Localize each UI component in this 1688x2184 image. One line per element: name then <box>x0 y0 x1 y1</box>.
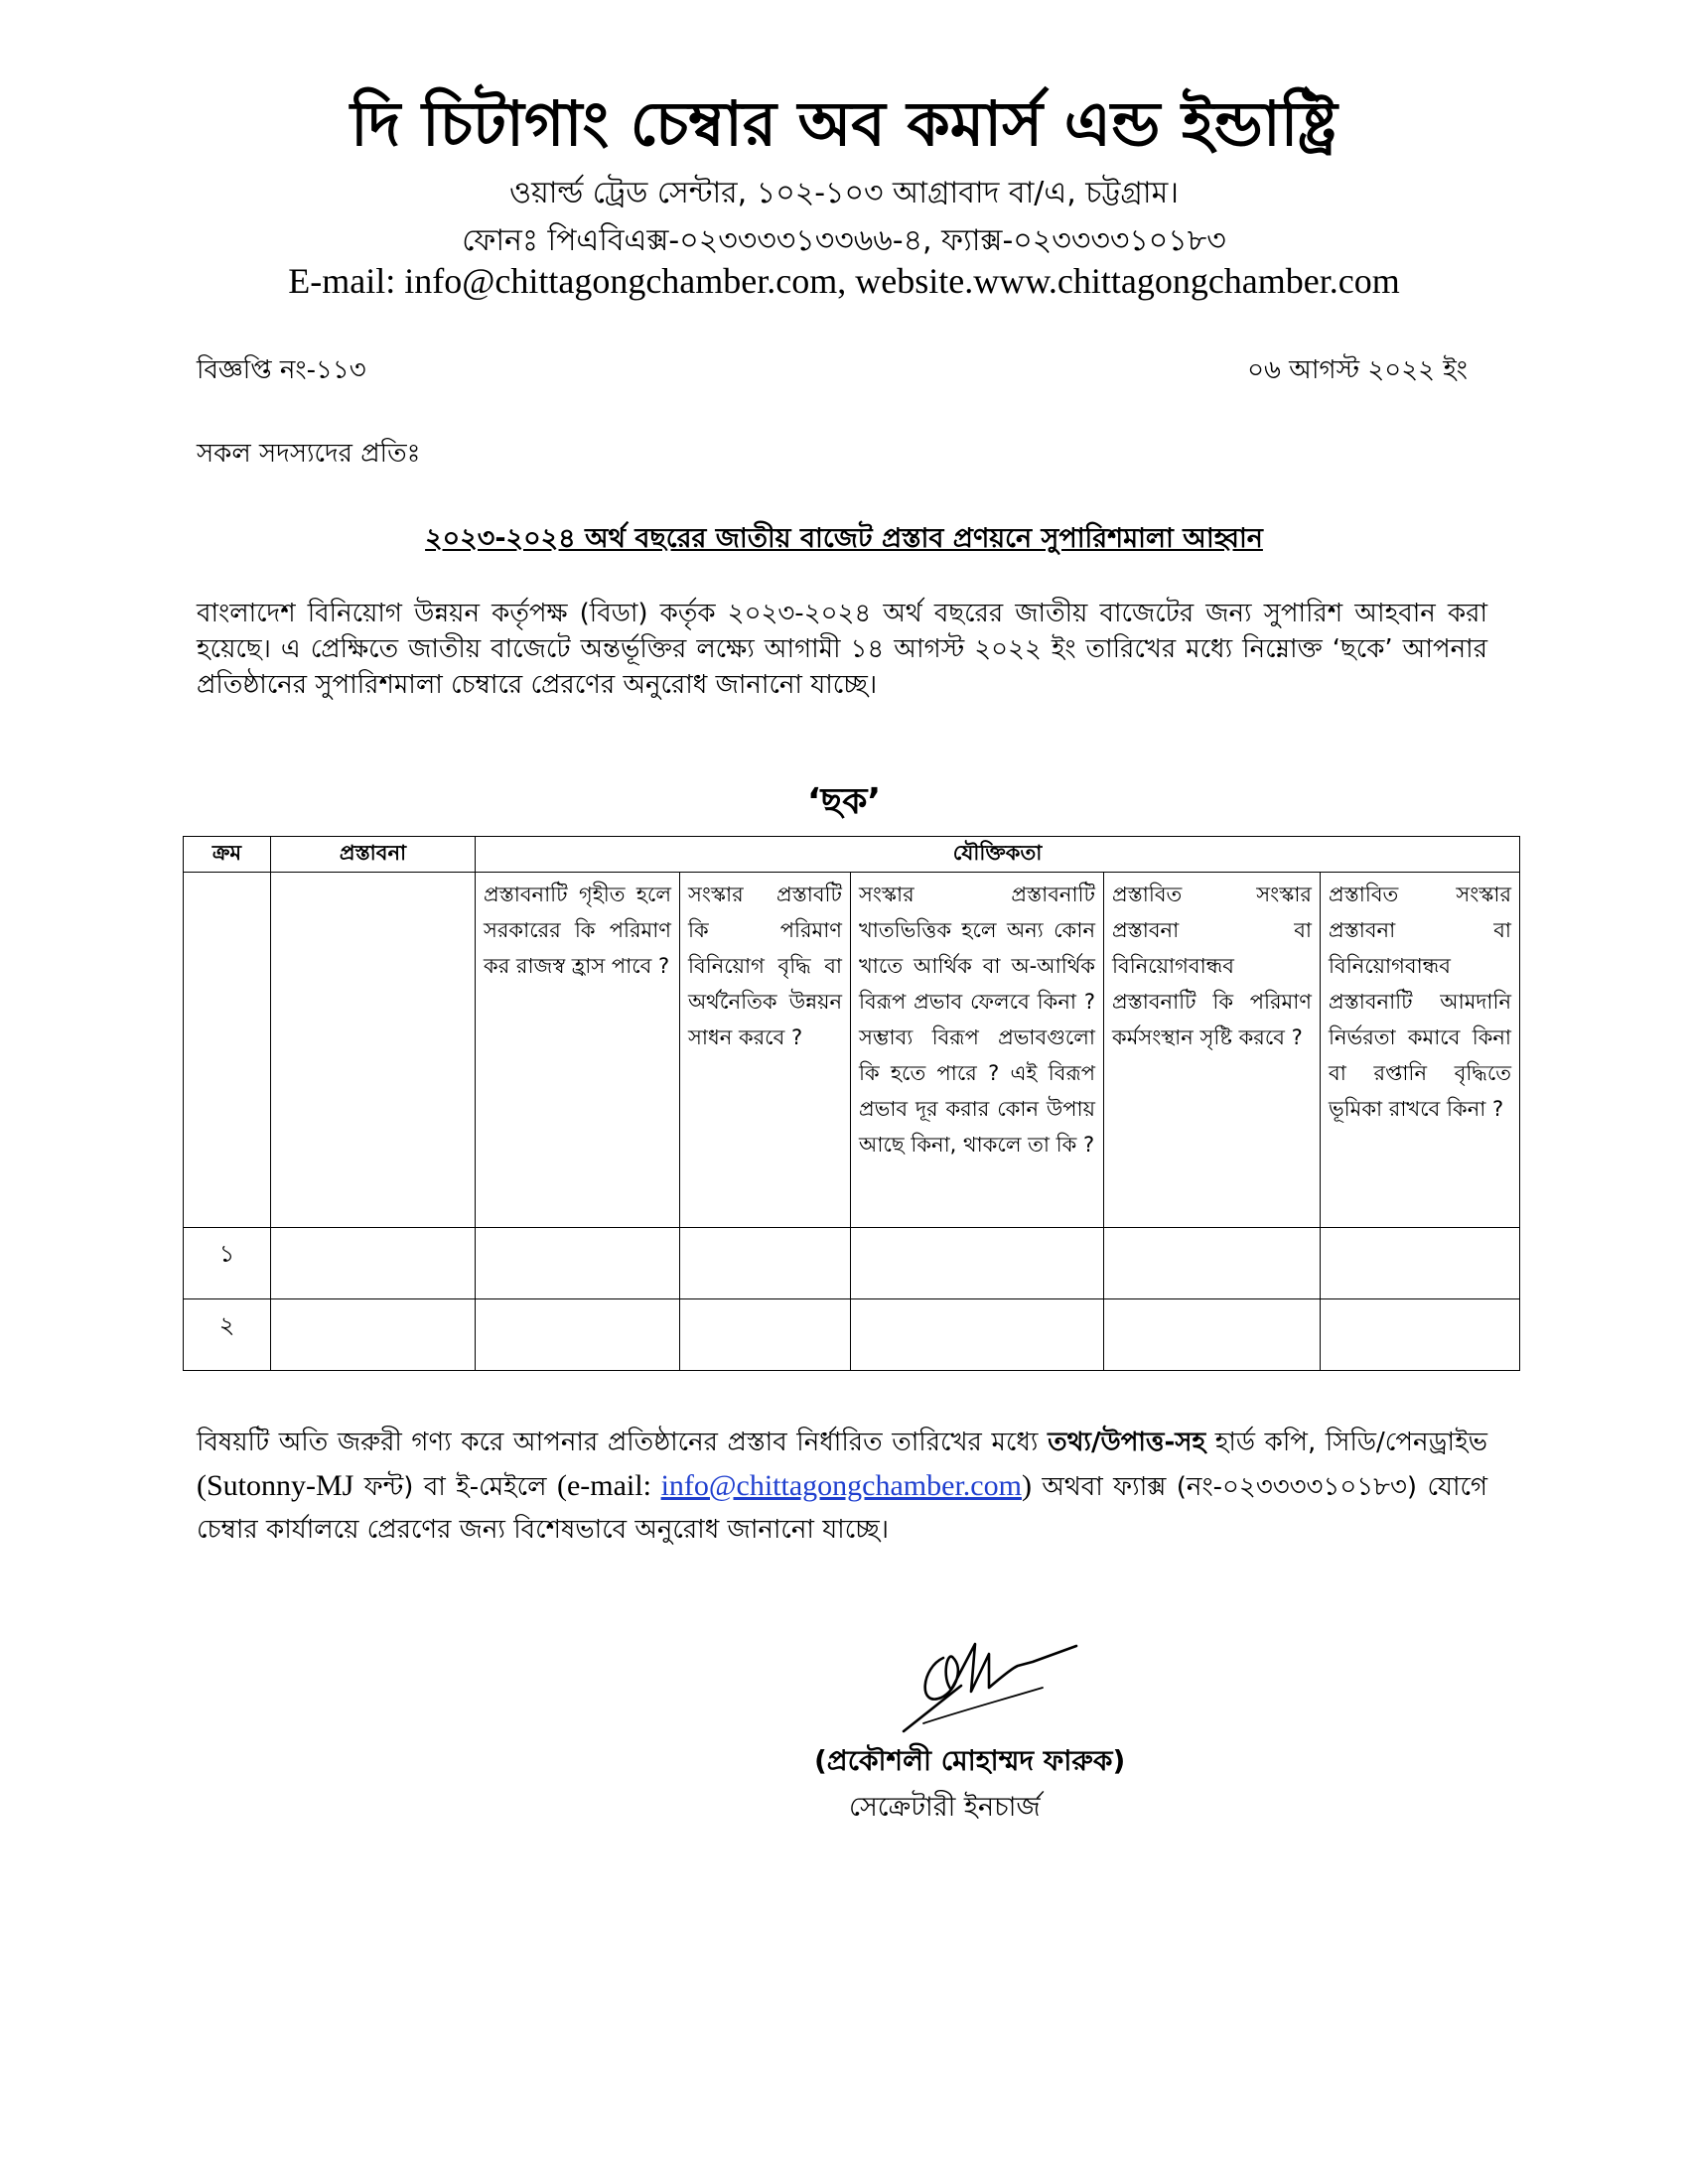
criteria-empty-proposal <box>271 873 476 1228</box>
criterion-investment: সংস্কার প্রস্তাবটি কি পরিমাণ বিনিয়োগ বৃদ্ধি বা অর্থনৈতিক উন্নয়ন সাধন করবে ? <box>680 873 851 1228</box>
proposal-table <box>183 836 1520 1371</box>
cell[interactable] <box>1321 1299 1520 1371</box>
closing-font-note: (Sutonny-MJ <box>197 1469 354 1502</box>
email-link[interactable]: info@chittagongchamber.com <box>660 1469 1022 1502</box>
cell[interactable] <box>271 1299 476 1371</box>
closing-paragraph <box>197 1422 1487 1552</box>
row-serial: ২ <box>184 1299 271 1371</box>
cell[interactable] <box>476 1299 680 1371</box>
header-serial: ক্রম <box>184 837 271 873</box>
org-address: ওয়ার্ল্ড ট্রেড সেন্টার, ১০২-১০৩ আগ্রাবাদ বা/এ, চট্টগ্রাম। <box>509 176 1179 210</box>
closing-email-open: (e-mail: <box>556 1469 661 1502</box>
cell[interactable] <box>851 1299 1104 1371</box>
subject-text: ২০২৩-২০২৪ অর্থ বছরের জাতীয় বাজেট প্রস্তাব প্রণয়নে সুপারিশমালা আহ্বান <box>425 523 1263 554</box>
cell[interactable] <box>1104 1228 1321 1299</box>
table-header-row <box>184 837 1520 873</box>
recipient-line: সকল সদস্যদের প্রতিঃ <box>197 439 421 469</box>
closing-part1: বিষয়টি অতি জরুরী গণ্য করে আপনার প্রতিষ্ঠানের প্রস্তাব নির্ধারিত তারিখের মধ্যে <box>197 1428 1049 1457</box>
cell[interactable] <box>1104 1299 1321 1371</box>
cell[interactable] <box>476 1228 680 1299</box>
header-proposal: প্রস্তাবনা <box>271 837 476 873</box>
closing-part2: হার্ড কপি, সিডি/পেনড্রাইভ <box>1205 1428 1487 1457</box>
signature-icon <box>894 1628 1082 1737</box>
closing-part3: অথবা ফ্যাক্স (নং-০২৩৩৩৩১০১৮৩) যোগে চেম্বার কার্যালয়ে প্রেরণের জন্য বিশেষভাবে অনুরোধ জানানো যাচ্ছে। <box>197 1472 1488 1545</box>
criterion-import-export: প্রস্তাবিত সংস্কার প্রস্তাবনা বা বিনিয়োগবান্ধব প্রস্তাবনাটি আমদানি নির্ভরতা কমাবে কিনা বা রপ্তানি বৃদ্ধিতে ভূমিকা রাখবে কিনা ? <box>1321 873 1520 1228</box>
closing-font-word: ফন্ট) বা ই-মেইলে <box>353 1472 557 1502</box>
criterion-employment: প্রস্তাবিত সংস্কার প্রস্তাবনা বা বিনিয়োগবান্ধব প্রস্তাবনাটি কি পরিমাণ কর্মসংস্থান সৃষ্টি করবে ? <box>1104 873 1321 1228</box>
notice-number: বিজ্ঞপ্তি নং-১১৩ <box>197 355 366 385</box>
header-rationale: যৌক্তিকতা <box>476 837 1520 873</box>
intro-paragraph: বাংলাদেশ বিনিয়োগ উন্নয়ন কর্তৃপক্ষ (বিডা) কর্তৃক ২০২৩-২০২৪ অর্থ বছরের জাতীয় বাজেটের জন্য সুপারিশ আহবান করা হয়েছে। এ প্রেক্ষিতে জাতীয় বাজেটে অন্তর্ভূক্তির লক্ষ্যে আগামী ১৪ আগস্ট ২০২২ ইং তারিখের মধ্যে নিম্নোক্ত ‘ছকে’ আপনার প্রতিষ্ঠানের সুপারিশমালা চেম্বারে প্রেরণের অনুরোধ জানানো যাচ্ছে। <box>197 599 1487 700</box>
notice-date: ০৬ আগস্ট ২০২২ ইং <box>1247 355 1468 385</box>
signatory-title: সেক্রেটারী ইনচার্জ <box>849 1792 1041 1823</box>
subject-heading <box>0 518 1688 563</box>
org-name: দি চিটাগাং চেম্বার অব কমার্স এন্ড ইন্ডাষ্ট্রি <box>351 87 1337 160</box>
table-title: ‘ছক’ <box>806 781 882 822</box>
closing-email-close: ) <box>1021 1469 1032 1502</box>
org-email-website: E-mail: info@chittagongchamber.com, website.www.chittagongchamber.com <box>288 261 1400 301</box>
org-phone-fax: ফোনঃ পিএবিএক্স-০২৩৩৩৩১৩৩৬৬-৪, ফ্যাক্স-০২৩৩৩৩১০১৮৩ <box>462 223 1226 258</box>
row-serial: ১ <box>184 1228 271 1299</box>
signatory-name: (প্রকৌশলী মোহাম্মদ ফারুক) <box>814 1744 1126 1777</box>
closing-bold-phrase: তথ্য/উপাত্ত-সহ <box>1048 1428 1206 1457</box>
table-row <box>184 1228 1520 1299</box>
cell[interactable] <box>271 1228 476 1299</box>
cell[interactable] <box>680 1299 851 1371</box>
table-row <box>184 1299 1520 1371</box>
criteria-empty-serial <box>184 873 271 1228</box>
cell[interactable] <box>680 1228 851 1299</box>
criterion-revenue: প্রস্তাবনাটি গৃহীত হলে সরকারের কি পরিমাণ কর রাজস্ব হ্রাস পাবে ? <box>476 873 680 1228</box>
cell[interactable] <box>851 1228 1104 1299</box>
criteria-row <box>184 873 1520 1228</box>
cell[interactable] <box>1321 1228 1520 1299</box>
criterion-sector-impact: সংস্কার প্রস্তাবনাটি খাতভিত্তিক হলে অন্য কোন খাতে আর্থিক বা অ-আর্থিক বিরূপ প্রভাব ফেলবে কিনা ? সম্ভাব্য বিরূপ প্রভাবগুলো কি হতে পারে ? এই বিরূপ প্রভাব দূর করার কোন উপায় আছে কিনা, থাকলে তা কি ? <box>851 873 1104 1228</box>
